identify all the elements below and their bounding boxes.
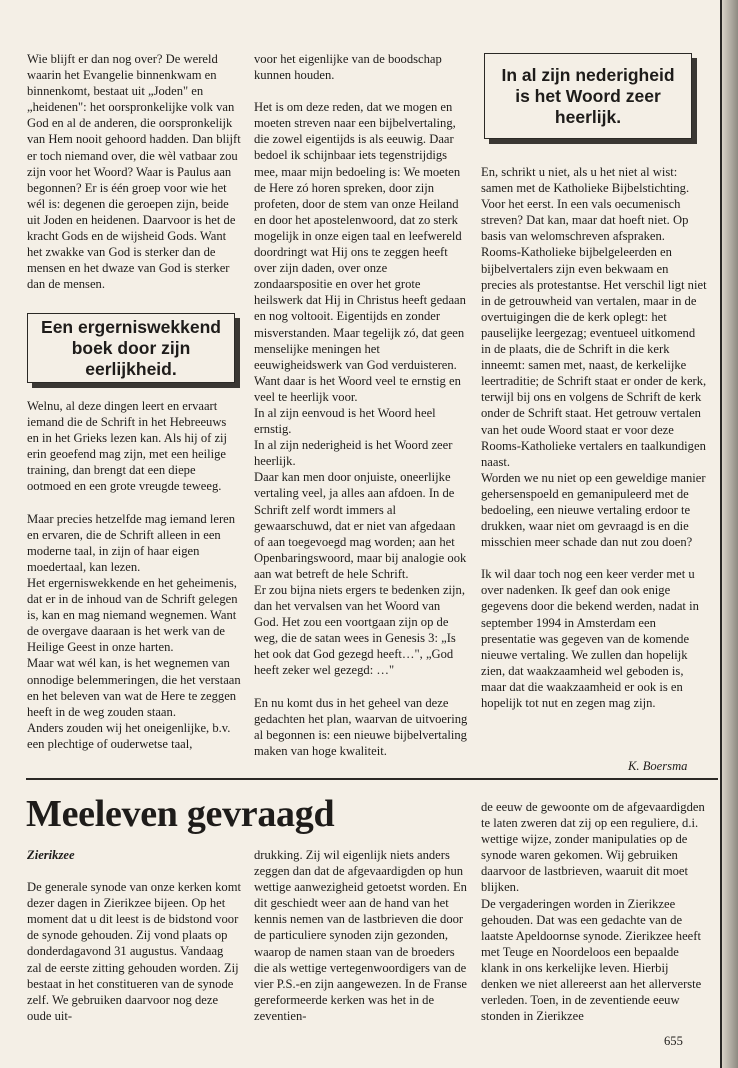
article1-column-1-continued <box>27 398 241 752</box>
pull-quote-text: Een ergerniswekkend boek door zijn eerlijkheid. <box>41 316 221 379</box>
paragraph: De vergaderingen worden in Zierikzee gehouden. Dat was een gedachte van de laatste Apeldoornse synode. Zierikzee heeft met Teuge en Noordeloos een bepaalde klank in ons kerkelijke leven. Hierbij denken we niet allereerst aan het allerverste verleden. Toen, in de zeventiende eeuw stonden in Zierikzee <box>481 896 702 1024</box>
article-headline: Meeleven gevraagd <box>26 793 335 835</box>
paragraph: Er zou bijna niets ergers te bedenken zijn, dan het vervalsen van het Woord van God. Het zou een voortgaan zijn op de weg, die de satan wees in Genesis 3: „Is het ook dat God gezegd heeft…", „God heeft zeker wel gezegd: …" <box>254 583 465 678</box>
section-divider <box>26 778 718 780</box>
pull-quote-right <box>484 53 692 139</box>
paragraph: Daar kan men door onjuiste, oneerlijke vertaling veel, ja alles aan afdoen. In de Schrift zelf wordt immers al gewaarschuwd, dat er niet van afgedaan of aan toegevoegd mag worden; aan het Openbaringswoord, maar bij analogie ook aan wat betreft de hele Schrift. <box>254 470 467 581</box>
paragraph: In al zijn eenvoud is het Woord heel ernstig. <box>254 405 436 437</box>
paragraph: drukking. Zij wil eigenlijk niets anders zeggen dan dat de afgevaardigden op hun wettige aanwezigheid getoetst worden. En dit geschiedt weer aan de hand van het kennis nemen van de lastbrieven die door de particuliere synoden zijn gezonden, waarop de namen staan van de broeders die als wettige vertegenwoordigers van de vier P.S.-en zijn aangewezen. In de Franse gereformeerde kerken was het in de zeventien- <box>254 848 467 1023</box>
paragraph: de eeuw de gewoonte om de afgevaardigden te laten zweren dat zij op een reguliere, d.i. wettige wijze, zonder manipulaties op de synode waren gekomen. Wij gebruiken daarvoor de lastbrieven, waaruit dit moet blijken. <box>481 800 705 895</box>
paragraph: Anders zouden wij het oneigenlijke, b.v. een plechtige of ouderwetse taal, <box>27 720 231 751</box>
page-number: 655 <box>664 1034 683 1048</box>
page-edge-line <box>720 0 722 1068</box>
paragraph: En, schrikt u niet, als u het niet al wist: samen met de Katholieke Bijbelstichting. Voor het eerst. In een vals oecumenisch streven? Dat kan, maar dat hoeft niet. Op basis van welomschreven afspraken. Rooms-Katholieke bijbelgeleerden en bijbelvertalers zijn even bekwaam en precies als protestantse. Het verschil ligt niet in de getrouwheid van vertalen, maar in de overtuigingen die de kerk oplegt: het pauselijke leergezag; eventueel uitkomend in de plaats, die de Schrift in die kerk inneemt: samen met, naast, de kerkelijke leertraditie; de Schrift staat er onder de kerk, terwijl bij ons en volgens de Schrift de kerk onder de Schrift staat. Het getrouw vertalen van het oude Woord staat er voor deze Rooms-Katholieke vertalers en taalkundigen naast. <box>481 165 707 469</box>
article1-column-1 <box>27 51 241 292</box>
paragraph: Wie blijft er dan nog over? De wereld waarin het Evangelie binnenkwam en binnenkomt, bestaat uit „Joden" en „heidenen": het oorspronkelijke volk van God en al de anderen, die oorspronkelijk van Hem nooit gehoord hadden. Dan blijft er toch niemand over, die wèl vatbaar zou zijn voor het Woord? Waar is Paulus aan begonnen? Er is één groep voor wie het wél is: degenen die geroepen zijn, beide uit Joden en heidenen. Daarvoor is het de kracht Gods en de wijsheid Gods. Want het zwakke van God is sterker dan de mensen en het dwaze van God is sterker dan de mensen. <box>27 52 241 292</box>
paragraph: Maar precies hetzelfde mag iemand leren en ervaren, die de Schrift alleen in een moderne taal, in zijn of haar eigen moedertaal, kan lezen. <box>27 511 236 574</box>
article2-column-3 <box>481 799 707 1024</box>
pull-quote-text: In al zijn nederigheid is het Woord zeer heerlijk. <box>501 64 675 127</box>
paragraph: Worden we nu niet op een geweldige manier gehersenspoeld en gemanipuleerd met de bedoeling, een nieuwe vertaling erdoor te drukken, waar niet om gevraagd is en die misschien meer schade dan nut zou doen? <box>481 470 706 550</box>
article2-column-1 <box>27 847 241 1024</box>
paragraph: Het is om deze reden, dat we mogen en moeten streven naar een bijbelvertaling, die zowel eigentijds is als eeuwig. Daar bedoel ik schijnbaar iets tegenstrijdigs mee, maar mijn bedoeling is: We moeten de Here zó horen spreken, door zijn profeten, door de stem van onze Heiland en door het apostelenwoord, dat zo sterk mogelijk in onze eigen taal en leefwereld doordringt wat Hij ons te zeggen heeft over zijn daden, over onze zondaarspositie en over het grote heilswerk dat Hij in Christus heeft gedaan en nog voltooit. Eigentijds en zonder misverstanden. Maar tegelijk zó, dat geen menselijke meningen het eeuwigheidswerk van God verduisteren. Want daar is het Woord veel te ernstig en veel te heerlijk voor. <box>254 100 466 404</box>
article1-column-2 <box>254 51 468 759</box>
page-edge <box>722 0 738 1068</box>
paragraph: Ik wil daar toch nog een keer verder met u over nadenken. Ik geef dan ook enige gegevens door die bekend werden, nadat in september 1994 in Amsterdam een presentatie was gegeven van de komende nieuwe vertaling. We zullen dan hopelijk zien, dat waakzaamheid wel geboden is, maar dat die waakzaamheid er ook is en hopelijk tot nut en zegen mag zijn. <box>481 567 699 710</box>
author-signature: K. Boersma <box>628 759 688 773</box>
paragraph: De generale synode van onze kerken komt dezer dagen in Zierikzee bijeen. Op het moment dat u dit leest is de bidstond voor de synode gehouden. Zij vond plaats op donderdagavond 31 augustus. Vandaag zal de eerste zitting gehouden worden. Zij bestaat in het constitueren van de synode zelf. We gebruiken daarvoor nog deze oude uit- <box>27 880 242 1023</box>
paragraph: voor het eigenlijke van de boodschap kunnen houden. <box>254 52 442 83</box>
paragraph: Het ergerniswekkende en het geheimenis, dat er in de inhoud van de Schrift gelegen is, kan en mag niemand wegnemen. Want de overgave daaraan is het werk van de Heilige Geest in onze harten. <box>27 575 238 655</box>
paragraph: Welnu, al deze dingen leert en ervaart iemand die de Schrift in het Hebreeuws en in het Grieks lezen kan. Als hij of zij erin geoefend mag zijn, met een heilige training, dan brengt dat een diepe ootmoed en een grote vreugde teweeg. <box>27 399 228 494</box>
article2-column-2 <box>254 847 468 1024</box>
paragraph: Maar wat wél kan, is het wegnemen van onnodige belemmeringen, die het verstaan en het beleven van wat de Here te zeggen heeft in de weg zouden staan. <box>27 656 241 719</box>
paragraph: En nu komt dus in het geheel van deze gedachten het plan, waarvan de uitvoering al begonnen is: een nieuwe bijbelvertaling maken van hoge kwaliteit. <box>254 695 468 758</box>
article1-column-3 <box>481 164 707 711</box>
paragraph: In al zijn nederigheid is het Woord zeer heerlijk. <box>254 438 453 469</box>
dateline: Zierikzee <box>27 848 75 862</box>
pull-quote-left <box>27 313 235 383</box>
